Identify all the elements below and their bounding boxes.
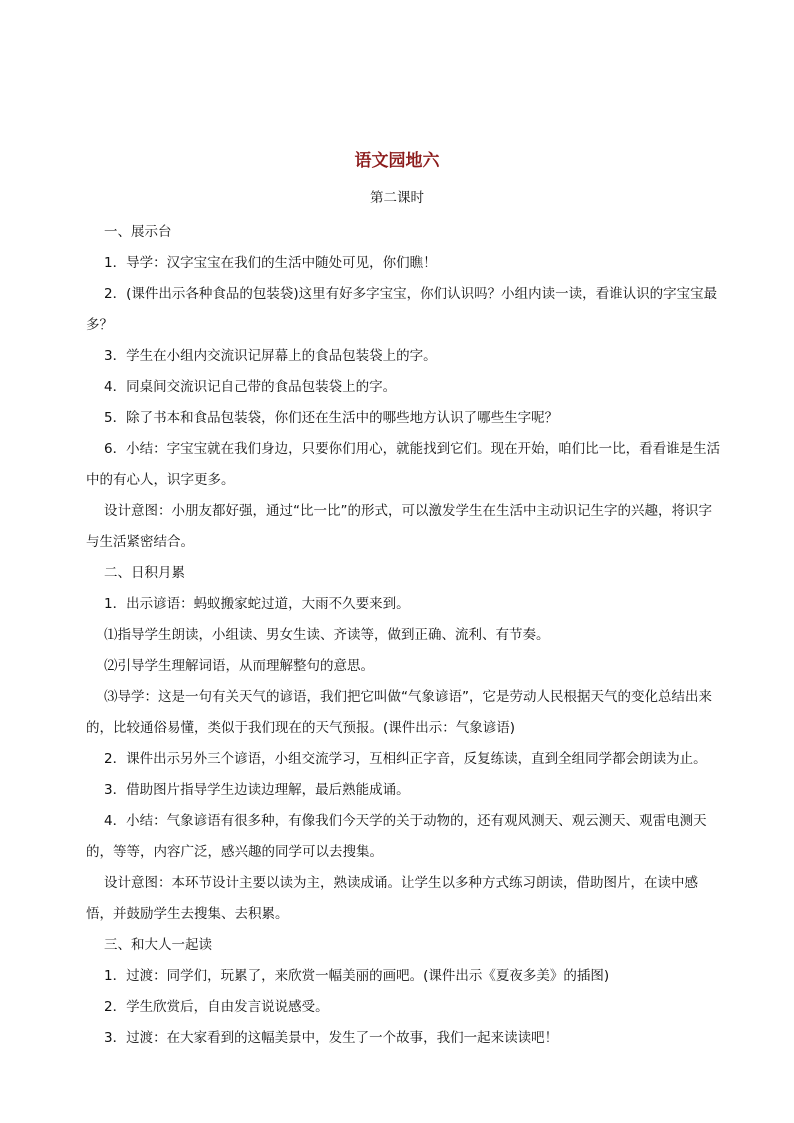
paragraph: ⑴指导学生朗读，小组读、男女生读、齐读等，做到正确、流利、有节奏。 (104, 627, 550, 643)
paragraph: 1．过渡：同学们，玩累了，来欣赏一幅美丽的画吧。(课件出示《夏夜多美》的插图) (104, 968, 610, 984)
document-body (86, 217, 722, 1054)
paragraph: 1．出示谚语：蚂蚁搬家蛇过道，大雨不久要来到。 (104, 596, 410, 612)
paragraph: 4．同桌间交流识记自己带的食品包装袋上的字。 (104, 379, 397, 395)
page-title: 语文园地六 (354, 151, 440, 171)
paragraph: 3．借助图片指导学生边读边理解，最后熟能成诵。 (104, 782, 410, 798)
section-heading: 三、和大人一起读 (104, 937, 212, 953)
paragraph: 2．课件出示另外三个谚语，小组交流学习，互相纠正字音，反复练读，直到全组同学都会朗读为止。 (104, 751, 707, 767)
design-intent-paragraph: 设计意图：小朋友都好强，通过“比一比”的形式，可以激发学生在生活中主动识记生字的兴趣，将识字与生活紧密结合。 (86, 503, 712, 550)
page-subtitle: 第二课时 (370, 190, 424, 206)
paragraph: ⑵引导学生理解词语，从而理解整句的意思。 (104, 658, 374, 674)
paragraph: 3．过渡：在大家看到的这幅美景中，发生了一个故事，我们一起来读读吧！ (104, 1030, 559, 1046)
paragraph: 5．除了书本和食品包装袋，你们还在生活中的哪些地方认识了哪些生字呢？ (104, 410, 559, 426)
paragraph: 6．小结：字宝宝就在我们身边，只要你们用心，就能找到它们。现在开始，咱们比一比，看看谁是生活中的有心人，识字更多。 (86, 441, 721, 488)
paragraph: ⑶导学：这是一句有关天气的谚语，我们把它叫做“气象谚语”，它是劳动人民根据天气的变化总结出来的，比较通俗易懂，类似于我们现在的天气预报。(课件出示：气象谚语) (86, 689, 712, 736)
section-heading: 二、日积月累 (104, 565, 185, 581)
design-intent-paragraph: 设计意图：本环节设计主要以读为主，熟读成诵。让学生以多种方式练习朗读，借助图片，在读中感悟，并鼓励学生去搜集、去积累。 (86, 875, 698, 922)
section-heading: 一、展示台 (104, 224, 172, 240)
paragraph: 1．导学：汉字宝宝在我们的生活中随处可见，你们瞧！ (104, 255, 437, 271)
paragraph: 2．学生欣赏后，自由发言说说感受。 (104, 999, 329, 1015)
paragraph: 2．(课件出示各种食品的包装袋)这里有好多字宝宝，你们认识吗？小组内读一读，看谁认识的字宝宝最多？ (86, 286, 718, 333)
paragraph: 3．学生在小组内交流识记屏幕上的食品包装袋上的字。 (104, 348, 437, 364)
paragraph: 4．小结：气象谚语有很多种，有像我们今天学的关于动物的，还有观风测天、观云测天、观雷电测天的，等等，内容广泛，感兴趣的同学可以去搜集。 (86, 813, 707, 860)
